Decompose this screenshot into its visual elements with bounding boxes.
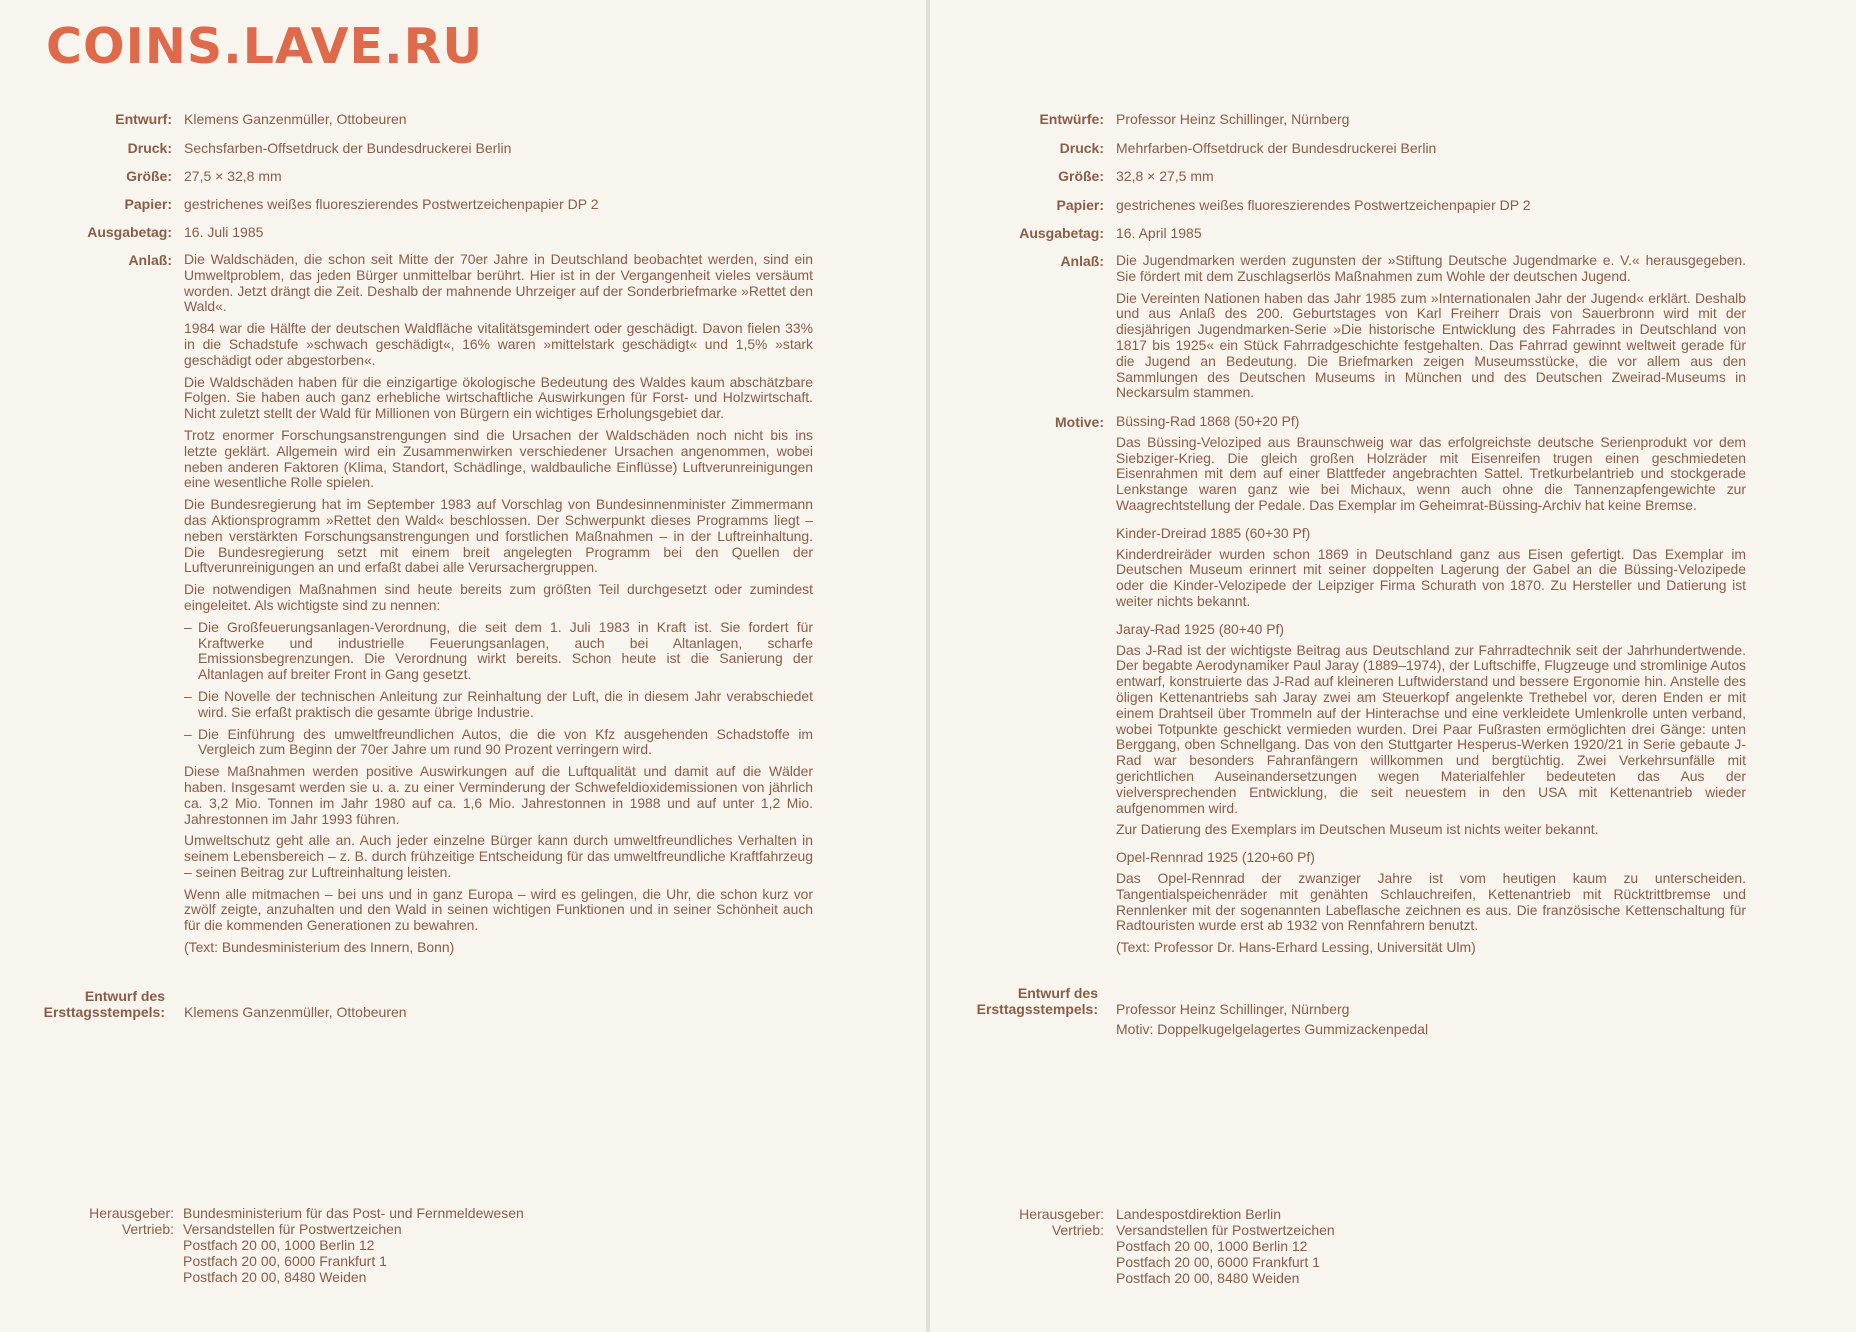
vertrieb-label: Vertrieb: [1051, 1222, 1104, 1238]
paragraph: Die Bundesregierung hat im September 1983 auf Vorschlag von Bundesinnenminister Zimmermann das Aktionsprogramm »Rettet den Wald« beschlossen. Der Schwerpunkt dieses Programms liegt – neben verstärkten Forschungsanstrengungen und forstlichen Maßnahmen – in der Luftreinhaltung. Die Bundesregierung setzt mit einem breit angelegten Programm bei den Quellen der Luftverunreinigungen an und erfaßt dabei alle Verursachergruppen. [184, 496, 813, 576]
field-label: Druck: [127, 140, 172, 156]
field-label: Größe: [126, 168, 172, 184]
paragraph: Trotz enormer Forschungsanstrengungen sind die Ursachen der Waldschäden noch nicht bis ins letzte geklärt. Allgemein wird ein Zusammenwirken verschiedener Ursachen angenommen, wobei neben anderen Faktoren (Klima, Standort, Schädlinge, waldbauliche Einflüsse) Luftverunreinigungen eine wesentliche Rolle spielen. [184, 426, 813, 491]
dash-icon: – [184, 618, 192, 635]
right-sheet [930, 0, 1856, 1332]
vertrieb-line: Postfach 20 00, 8480 Weiden [1116, 1270, 1300, 1286]
ersttag-label-line1: Entwurf des [1017, 985, 1098, 1001]
field-value: Professor Heinz Schillinger, Nürnberg [1116, 111, 1350, 127]
paragraph: 1984 war die Hälfte der deutschen Waldfläche vitalitätsgemindert oder geschädigt. Davon fielen 33% in die Schadstufe »schwach geschädigt«, 16% waren »mittelstark geschädigt« und 1,5% »stark geschädigt oder abgestorben«. [184, 320, 813, 368]
ersttag-motiv: Motiv: Doppelkugelgelagertes Gummizackenpedal [1116, 1021, 1429, 1037]
motiv-title: Kinder-Dreirad 1885 (60+30 Pf) [1116, 524, 1311, 541]
paragraph: Die Vereinten Nationen haben das Jahr 1985 zum »Internationalen Jahr der Jugend« erklärt. Deshalb und aus Anlaß des 200. Geburtstages von Karl Freiherr Drais von Sauerbronn wird mit der diesjährigen Jugendmarken-Serie »Die historische Entwicklung des Fahrrades in Deutschland von 1817 bis 1925« ein Stück Fahrradgeschichte festgehalten. Das Fahrrad gewinnt weltweit gerade für die Jugend an Bedeutung. Die Briefmarken zeigen Museumsstücke, die vor allem aus den Sammlungen des Deutschen Museums in München und des Deutschen Zweirad-Museums in Neckarsulm stammen. [1116, 289, 1746, 401]
herausgeber-label: Herausgeber: [1019, 1206, 1104, 1222]
field-value: 16. Juli 1985 [184, 224, 264, 240]
anlass-text [1116, 253, 1746, 407]
field-label: Entwurf: [115, 111, 172, 127]
field-label: Anlaß: [128, 252, 172, 268]
paragraph: Umweltschutz geht alle an. Auch jeder einzelne Bürger kann durch umweltfreundliches Verhalten in seinem Lebensbereich – z. B. durch frühzeitige Entscheidung für das umweltfreundliche Kraftfahrzeug – seinen Beitrag zur Luftreinhaltung leisten. [184, 832, 813, 880]
herausgeber-label: Herausgeber: [89, 1205, 174, 1221]
text-credit: (Text: Professor Dr. Hans-Erhard Lessing, Universität Ulm) [1116, 939, 1476, 956]
paragraph: Wenn alle mitmachen – bei uns und in ganz Europa – wird es gelingen, die Uhr, die schon kurz vor zwölf zeigte, anzuhalten und den Wald in seinen wichtigen Funktionen und in seiner Schönheit auch für die kommenden Generationen zu bewahren. [184, 885, 813, 934]
field-label: Größe: [1058, 168, 1104, 184]
motiv-title: Opel-Rennrad 1925 (120+60 Pf) [1116, 849, 1315, 866]
field-value: 32,8 × 27,5 mm [1116, 168, 1214, 184]
herausgeber-value: Bundesministerium für das Post- und Fernmeldewesen [183, 1205, 524, 1221]
field-label: Papier: [124, 196, 172, 212]
field-value: gestrichenes weißes fluoreszierendes Postwertzeichenpapier DP 2 [184, 196, 599, 212]
herausgeber-value: Landespostdirektion Berlin [1116, 1206, 1281, 1222]
ersttag-value-text: Klemens Ganzenmüller, Ottobeuren [184, 1004, 407, 1020]
motiv-text: Das Opel-Rennrad der zwanziger Jahre ist vom heutigen kaum zu unterscheiden. Tangentialspeichenräder mit genähten Schlauchreifen, Kettenantrieb mit Rücktrittbremse und Rennlenker mit der sogenannten Labeflasche zeichnen es aus. Die französische Kettenschaltung für Radtouristen wurde erst ab 1932 von Rennfahrern benutzt. [1116, 869, 1746, 934]
list-item-text: Die Einführung des umweltfreundlichen Autos, die die von Kfz ausgehenden Schadstoffe im Vergleich zum Beginn der 70er Jahre um rund 90 Prozent verringern wird. [198, 725, 813, 758]
field-value: Mehrfarben-Offsetdruck der Bundesdruckerei Berlin [1116, 140, 1437, 156]
paragraph: Die notwendigen Maßnahmen sind heute bereits zum größten Teil durchgesetzt oder zumindest eingeleitet. Als wichtigste sind zu nennen: [184, 581, 813, 613]
anlass-text [184, 252, 813, 962]
left-sheet [0, 0, 926, 1332]
vertrieb-line: Postfach 20 00, 6000 Frankfurt 1 [183, 1253, 387, 1269]
ersttag-value-text: Professor Heinz Schillinger, Nürnberg [1116, 1001, 1350, 1017]
ersttag-value [1116, 1001, 1428, 1037]
field-label: Papier: [1056, 197, 1104, 213]
paragraph: Die Jugendmarken werden zugunsten der »Stiftung Deutsche Jugendmarke e. V.« herausgegeben. Sie fördert mit dem Zuschlagserlös Maßnahmen zum Wohle der deutschen Jugend. [1116, 252, 1746, 284]
motive-text [1116, 414, 1746, 962]
motiv-title: Jaray-Rad 1925 (80+40 Pf) [1116, 620, 1284, 637]
list-item [184, 727, 813, 759]
dash-icon: – [184, 725, 192, 742]
motiv-text: Das Büssing-Veloziped aus Braunschweig war das erfolgreichste deutsche Serienprodukt vor dem Siebziger-Krieg. Die gleich großen Holzräder mit Eisenreifen trugen einen geschmiedeten Eisenrahmen mit dem auf einer Blattfeder angebrachten Sattel. Tretkurbelantrieb und stockgerade Lenkstange waren ganz wie bei Michaux, wenn auch ohne die Tannenzapfengewichte zur Waagrechtstellung der Pedale. Das Exemplar im Geheimrat-Büssing-Archiv hat keine Bremse. [1116, 433, 1746, 513]
ersttag-label-line2: Ersttagsstempels: [976, 1001, 1098, 1017]
field-value: gestrichenes weißes fluoreszierendes Postwertzeichenpapier DP 2 [1116, 197, 1531, 213]
field-value: 16. April 1985 [1116, 225, 1202, 241]
ersttag-label [0, 988, 165, 1020]
paragraph: Die Waldschäden haben für die einzigartige ökologische Bedeutung des Waldes kaum abschätzbare Folgen. Sie haben auch ganz erhebliche wirtschaftliche Auswirkungen für Forst- und Holzwirtschaft. Nicht zuletzt stellt der Wald für Millionen von Bürgern ein wichtiges Erholungsgebiet dar. [184, 373, 813, 422]
paragraph: Die Waldschäden, die schon seit Mitte der 70er Jahre in Deutschland beobachtet werden, sind ein Umweltproblem, das jeden Bürger unmittelbar berührt. Hier ist in der Vergangenheit vieles versäumt worden. Jetzt drängt die Zeit. Deshalb der mahnende Uhrzeiger auf der Sonderbriefmarke »Rettet den Wald«. [184, 251, 813, 315]
paragraph: Diese Maßnahmen werden positive Auswirkungen auf die Luftqualität und damit auf die Wälder haben. Insgesamt werden sie u. a. zu einer Verminderung der Schwefeldioxidemissionen von jährlich ca. 3,2 Mio. Tonnen im Jahr 1980 auf ca. 1,6 Mio. Jahrestonnen in 1988 und auf unter 1,2 Mio. Jahrestonnen im Jahr 1993 führen. [184, 763, 813, 827]
ersttag-label [930, 985, 1098, 1017]
field-label: Anlaß: [1060, 253, 1104, 269]
motiv-text: Das J-Rad ist der wichtigste Beitrag aus Deutschland zur Fahrradtechnik seit der Jahrhundertwende. Der begabte Aerodynamiker Paul Jaray (1889–1974), der Luftschiffe, Flugzeuge und stromlinige Autos entwarf, konstruierte das J-Rad auf kleineren Luftwiderstand und bessere Ergonomie hin. Anstelle des öligen Kettenantriebs sah Jaray zwei am Steuerkopf angelenkte Trethebel vor, deren Enden er mit einem Drahtseil über Trommeln auf der Hinterachse und eine verkleidete Umlenkrolle unten verband, wobei Totpunkte geschickt vermieden wurden. Drei Paar Fußrasten ermöglichten drei Gänge: unten Berggang, oben Schnellgang. Das von den Stuttgarter Hesperus-Werken 1920/21 in Serie gebaute J-Rad war besonders Fahranfängern willkommen und bergtüchtig. Zwei Verkehrsunfälle mit gerichtlichen Auseinandersetzungen wegen Materialfehler bedeuteten das Aus der vielversprechenden Entwicklung, die seit neuestem in den USA mit Kettenantrieb wieder aufgenommen wird. [1116, 641, 1746, 816]
list-item-text: Die Großfeuerungsanlagen-Verordnung, die seit dem 1. Juli 1983 in Kraft ist. Sie fordert für Kraftwerke und industrielle Feuerungsanlagen, auch bei Altanlagen, scharfe Emissionsbegrenzungen. Die Verordnung wirkt bereits. Schon heute ist die Sanierung der Altanlagen auf breiter Front in Gang gesetzt. [198, 618, 813, 683]
motiv-title: Büssing-Rad 1868 (50+20 Pf) [1116, 413, 1300, 429]
field-label: Druck: [1059, 140, 1104, 156]
field-label: Ausgabetag: [1019, 225, 1104, 241]
footer [930, 1206, 1856, 1326]
list-item-text: Die Novelle der technischen Anleitung zur Reinhaltung der Luft, die in diesem Jahr verabschiedet wird. Sie erfaßt praktisch die gesamte übrige Industrie. [198, 687, 813, 720]
vertrieb-line: Postfach 20 00, 6000 Frankfurt 1 [1116, 1254, 1320, 1270]
motiv-note: Zur Datierung des Exemplars im Deutschen Museum ist nichts weiter bekannt. [1116, 821, 1599, 838]
field-value: 27,5 × 32,8 mm [184, 168, 282, 184]
ersttag-value [184, 1004, 407, 1020]
field-label: Entwürfe: [1039, 111, 1104, 127]
list-item [184, 689, 813, 721]
field-label: Ausgabetag: [87, 224, 172, 240]
vertrieb-line: Versandstellen für Postwertzeichen [183, 1221, 402, 1237]
list-item [184, 620, 813, 683]
field-label: Motive: [1055, 414, 1104, 430]
motiv-text: Kinderdreiräder wurden schon 1869 in Deutschland ganz aus Eisen gefertigt. Das Exemplar im Deutschen Museum erinnert mit seiner doppelten Lagerung der Gabel an die Büssing-Velozipede oder die Kinder-Velozipede der Leipziger Firma Schurath von 1870. Zu Hersteller und Datierung ist weiter nichts bekannt. [1116, 545, 1746, 609]
ersttag-label-line1: Entwurf des [84, 988, 165, 1004]
text-credit: (Text: Bundesministerium des Innern, Bonn) [184, 939, 455, 956]
vertrieb-line: Versandstellen für Postwertzeichen [1116, 1222, 1335, 1238]
vertrieb-label: Vertrieb: [121, 1221, 174, 1237]
dash-icon: – [184, 687, 192, 704]
vertrieb-line: Postfach 20 00, 1000 Berlin 12 [183, 1237, 375, 1253]
field-value: Sechsfarben-Offsetdruck der Bundesdruckerei Berlin [184, 140, 512, 156]
ersttag-label-line2: Ersttagsstempels: [43, 1004, 165, 1020]
footer [0, 1205, 926, 1325]
watermark: COINS.LAVE.RU [46, 18, 484, 75]
vertrieb-line: Postfach 20 00, 1000 Berlin 12 [1116, 1238, 1308, 1254]
field-value: Klemens Ganzenmüller, Ottobeuren [184, 111, 407, 127]
vertrieb-line: Postfach 20 00, 8480 Weiden [183, 1269, 367, 1285]
